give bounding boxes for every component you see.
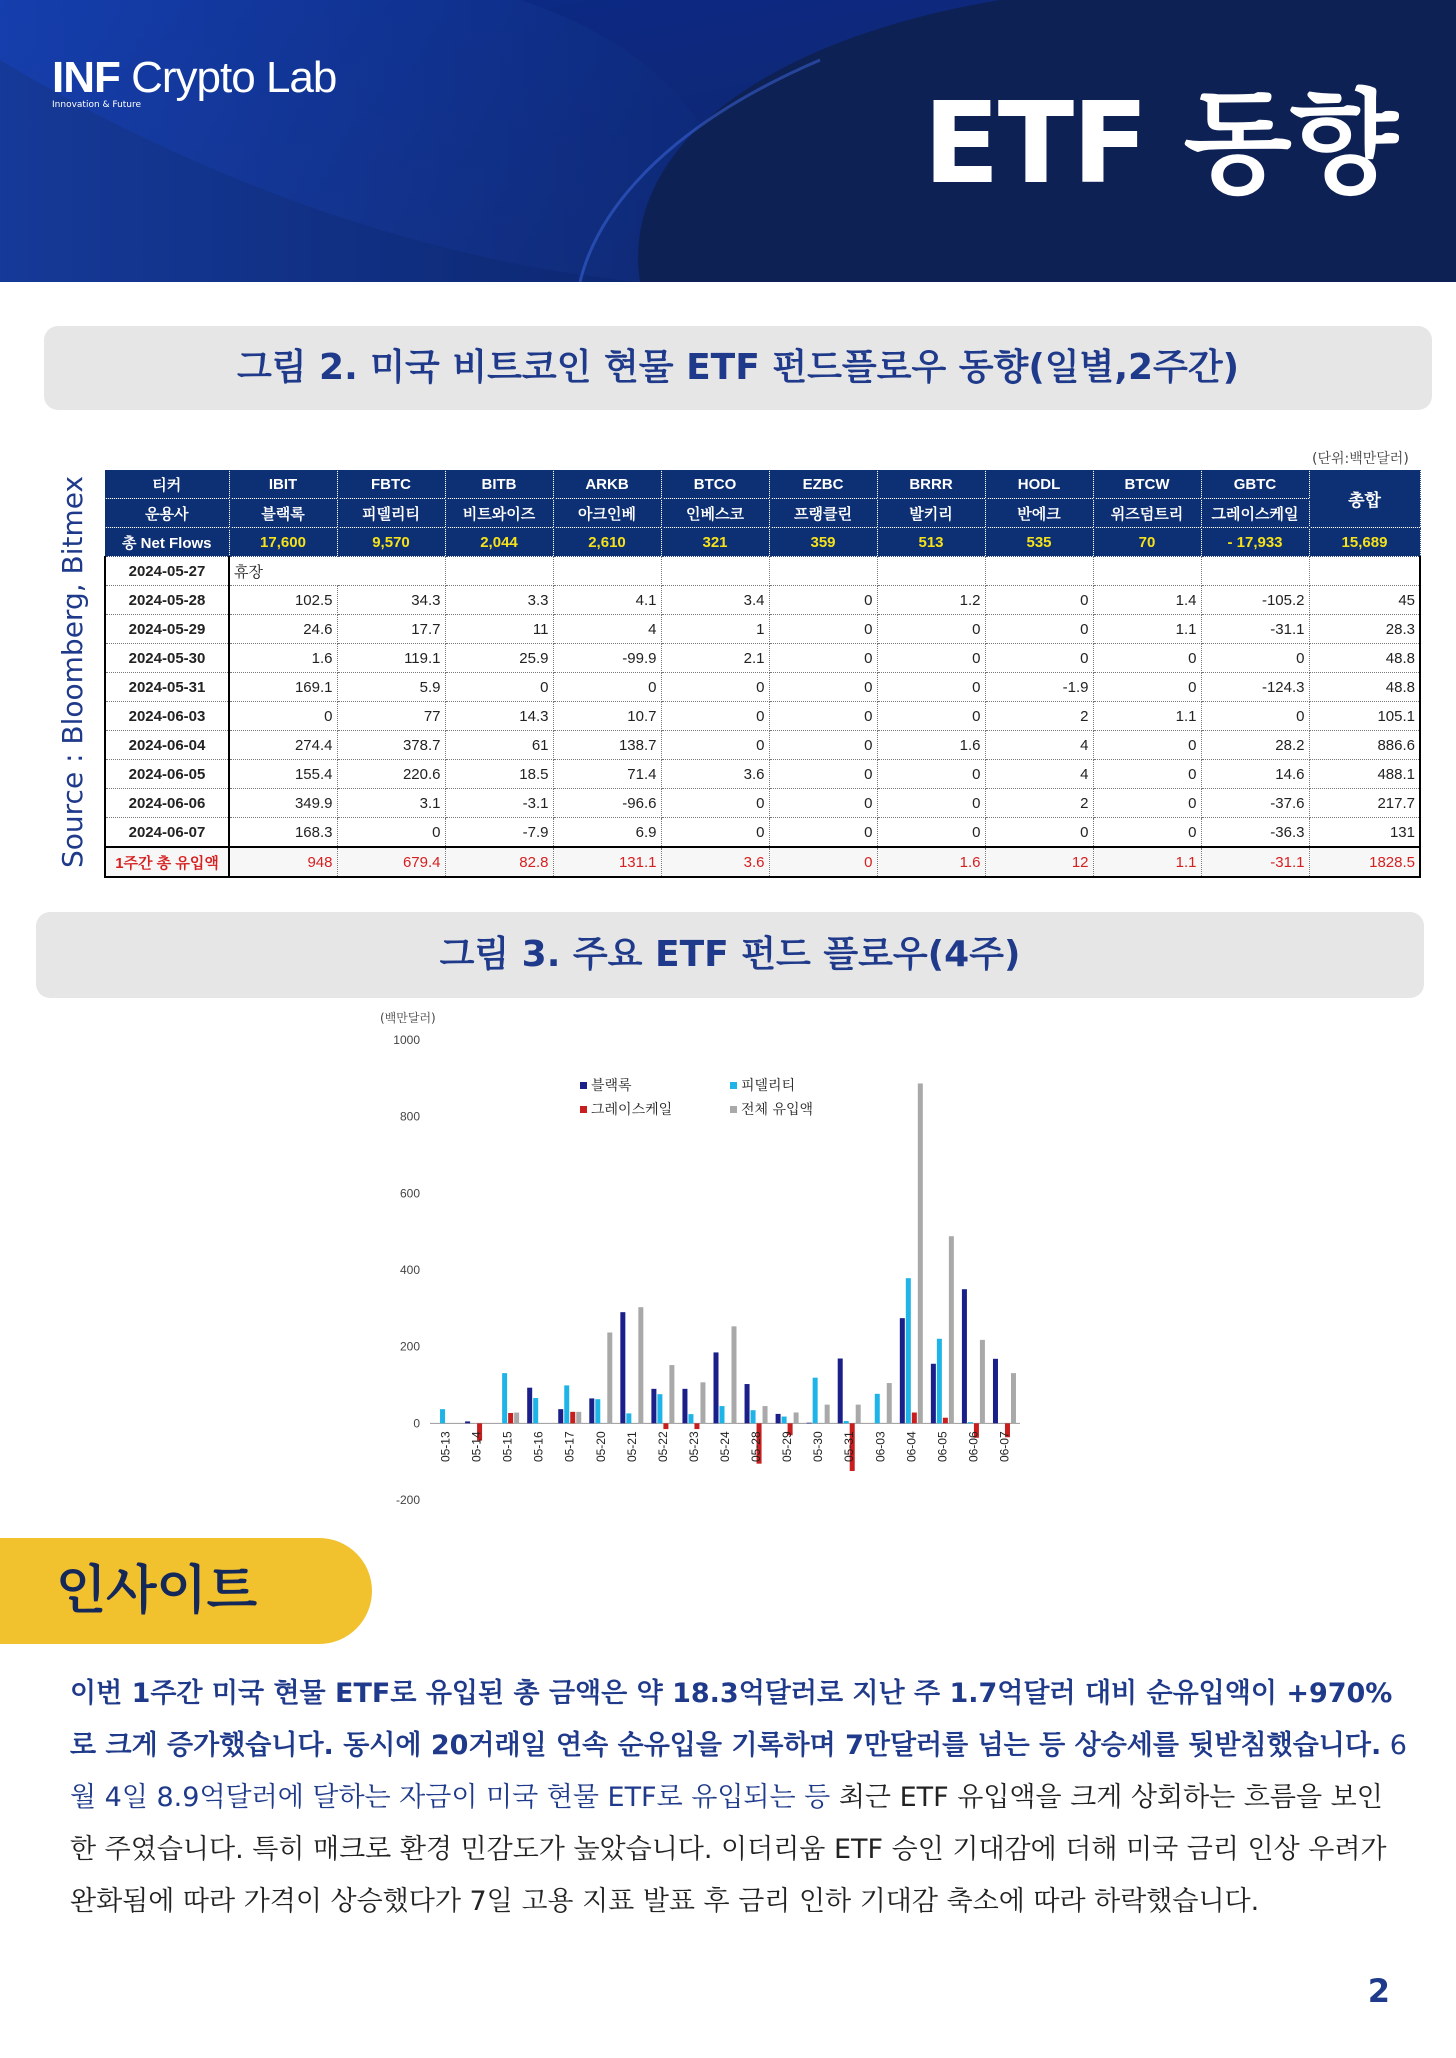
bar-05-20 [607,1332,612,1423]
table-row [105,644,1420,673]
unit-note: (단위:백만달러) [1312,451,1409,467]
insight-bold-text: 이번 1주간 미국 현물 ETF로 유입된 총 금액은 약 18.3억달러로 지난 주 1.7억달러 대비 순유입액이 +970%로 크게 증가했습니다. 동시에 20거래일 연속 순유입을 기록하며 7만달러를 넘는 등 상승세를 뒷받침했습니다. [70,1678,1393,1761]
value-cell: 0 [877,615,985,644]
value-cell: 1.6 [229,644,337,673]
table-row [105,557,1420,586]
manager-cell: 블랙록 [229,499,337,528]
value-cell: 25.9 [445,644,553,673]
x-tick-label: 06-04 [904,1431,919,1463]
value-cell: 0 [1093,644,1201,673]
date-cell: 2024-05-31 [105,673,229,702]
insight-normal-text: 최근 ETF 유입액을 크게 상회하는 흐름을 보인 한 주였습니다. 특히 매크로 환경 민감도가 높았습니다. 이더리움 ETF 승인 기대감에 더해 미국 금리 인상 우려가 완화됨에 따라 가격이 상승했다가 7일 고용 지표 발표 후 금리 인하 기대감 축소에 따라 하락했습니다. [70,1782,1387,1917]
brand-logo [52,53,337,110]
weekly-total-cell: 1.1 [1093,847,1201,877]
value-cell: 0 [1201,702,1309,731]
ticker-label: 티커 [105,470,229,499]
value-cell: 0 [769,702,877,731]
table-cell [769,557,877,586]
value-cell: 0 [229,702,337,731]
x-tick-label: 05-24 [718,1431,732,1463]
value-cell: 0 [877,818,985,848]
value-cell: 0 [769,789,877,818]
value-cell: 0 [1093,818,1201,848]
holiday-cell: 휴장 [229,557,337,586]
value-cell: 4 [553,615,661,644]
value-cell: 217.7 [1309,789,1420,818]
value-cell: 3.6 [661,760,769,789]
ticker-cell: EZBC [769,470,877,499]
x-tick-label: 05-30 [811,1431,826,1463]
value-cell: 0 [1093,760,1201,789]
value-cell: 6.9 [553,818,661,848]
bar-06-07 [993,1359,998,1424]
value-cell: 105.1 [1309,702,1420,731]
table-cell [985,557,1093,586]
value-cell: 0 [1093,731,1201,760]
value-cell: 0 [769,615,877,644]
bar-06-04 [912,1413,917,1424]
weekly-total-label: 1주간 총 유입액 [105,847,229,877]
net-flows-row [105,528,1420,557]
bar-05-23 [700,1382,705,1423]
manager-label: 운용사 [105,499,229,528]
table-row [105,586,1420,615]
net-flow-cell: 17,600 [229,528,337,557]
bar-05-28 [745,1384,750,1423]
bar-05-15 [514,1413,519,1424]
value-cell: 169.1 [229,673,337,702]
x-tick-label: 05-31 [842,1431,857,1463]
bar-05-14 [465,1421,470,1423]
source-note: Source : Bloomberg, Bitmex [56,475,89,868]
table-row [105,673,1420,702]
net-flow-cell: 321 [661,528,769,557]
bar-05-24 [720,1406,725,1423]
net-flows-label: 총 Net Flows [105,528,229,557]
bar-05-29 [776,1414,781,1423]
value-cell: 0 [661,789,769,818]
bar-05-30 [813,1378,818,1424]
bar-05-23 [688,1414,693,1423]
bar-05-28 [763,1406,768,1423]
value-cell: 3.3 [445,586,553,615]
net-flow-cell: 9,570 [337,528,445,557]
ticker-cell: BTCO [661,470,769,499]
page-number: 2 [1367,1972,1390,2010]
table-cell [1201,557,1309,586]
bar-06-05 [949,1236,954,1423]
bar-05-31 [856,1405,861,1424]
bar-06-04 [918,1083,923,1423]
value-cell: 1 [661,615,769,644]
bar-05-22 [651,1389,656,1424]
value-cell: 11 [445,615,553,644]
weekly-total-cell: 1.6 [877,847,985,877]
weekly-total-cell: 1828.5 [1309,847,1420,877]
table-cell [445,557,553,586]
date-cell: 2024-06-03 [105,702,229,731]
value-cell: 1.2 [877,586,985,615]
value-cell: 0 [877,702,985,731]
x-tick-label: 05-29 [780,1431,795,1463]
weekly-total-cell: 82.8 [445,847,553,877]
bar-06-04 [906,1278,911,1423]
x-tick-label: 05-20 [593,1431,608,1463]
bar-05-17 [564,1385,569,1423]
bar-05-22 [657,1394,662,1423]
bar-05-13 [440,1409,445,1423]
legend-label: 피델리티 [741,1078,796,1094]
value-cell: 155.4 [229,760,337,789]
date-cell: 2024-06-05 [105,760,229,789]
bar-05-23 [694,1423,699,1429]
ticker-cell: BTCW [1093,470,1201,499]
value-cell: 0 [985,586,1093,615]
value-cell: 349.9 [229,789,337,818]
value-cell: 24.6 [229,615,337,644]
weekly-total-cell: 3.6 [661,847,769,877]
bar-06-03 [875,1394,880,1424]
etf-flows-table [104,470,1421,878]
value-cell: 14.3 [445,702,553,731]
bar-05-15 [508,1413,513,1423]
value-cell: 0 [769,673,877,702]
bar-06-06 [962,1289,967,1423]
value-cell: 0 [553,673,661,702]
ticker-cell: HODL [985,470,1093,499]
table-row [105,818,1420,848]
value-cell: 34.3 [337,586,445,615]
value-cell: -7.9 [445,818,553,848]
date-cell: 2024-05-27 [105,557,229,586]
legend-swatch [580,1082,587,1089]
weekly-total-cell: -31.1 [1201,847,1309,877]
manager-cell: 아크인베 [553,499,661,528]
net-flow-cell: 2,610 [553,528,661,557]
bar-06-06 [968,1422,973,1423]
value-cell: 0 [769,760,877,789]
y-tick-label: 600 [399,1186,420,1201]
table-cell [877,557,985,586]
legend-label: 블랙록 [591,1078,632,1094]
bar-05-24 [714,1352,719,1423]
table-row [105,702,1420,731]
value-cell: -105.2 [1201,586,1309,615]
page-title: ETF 동향 [923,79,1396,209]
ticker-cell: GBTC [1201,470,1309,499]
bar-05-24 [732,1326,737,1423]
value-cell: -99.9 [553,644,661,673]
value-cell: 28.2 [1201,731,1309,760]
net-flow-cell: 70 [1093,528,1201,557]
bar-06-07 [1011,1373,1016,1423]
value-cell: -36.3 [1201,818,1309,848]
x-tick-label: 05-28 [749,1431,764,1463]
value-cell: -124.3 [1201,673,1309,702]
legend-swatch [580,1106,587,1113]
value-cell: 14.6 [1201,760,1309,789]
bar-05-17 [558,1409,563,1423]
bar-05-29 [782,1417,787,1424]
date-cell: 2024-05-29 [105,615,229,644]
bar-05-20 [589,1398,594,1423]
manager-cell: 그레이스케일 [1201,499,1309,528]
insight-body [70,1668,1410,1928]
value-cell: 4 [985,731,1093,760]
value-cell: 28.3 [1309,615,1420,644]
x-tick-label: 05-17 [562,1431,577,1463]
bar-06-04 [900,1318,905,1423]
value-cell: 18.5 [445,760,553,789]
value-cell: 0 [661,731,769,760]
value-cell: 0 [877,644,985,673]
x-tick-label: 06-07 [997,1431,1012,1463]
value-cell: 220.6 [337,760,445,789]
bar-05-28 [751,1410,756,1423]
x-tick-label: 06-03 [873,1431,888,1463]
logo-inf: INF [52,53,120,102]
legend-label: 전체 유입액 [741,1102,814,1118]
value-cell: 3.1 [337,789,445,818]
manager-cell: 피델리티 [337,499,445,528]
legend-swatch [730,1082,737,1089]
date-cell: 2024-06-06 [105,789,229,818]
table-row [105,789,1420,818]
ticker-cell: FBTC [337,470,445,499]
x-tick-label: 05-16 [531,1431,546,1463]
bar-05-22 [669,1365,674,1423]
value-cell: 0 [769,644,877,673]
ticker-cell: ARKB [553,470,661,499]
page-header [0,0,1456,282]
value-cell: -37.6 [1201,789,1309,818]
value-cell: 45 [1309,586,1420,615]
x-tick-label: 05-15 [500,1431,515,1463]
table-row [105,615,1420,644]
bar-06-05 [937,1339,942,1424]
value-cell: 0 [445,673,553,702]
bar-06-03 [887,1383,892,1423]
y-tick-label: 1000 [393,1033,420,1047]
weekly-total-cell: 0 [769,847,877,877]
bar-05-30 [825,1405,830,1424]
value-cell: 886.6 [1309,731,1420,760]
weekly-total-cell: 12 [985,847,1093,877]
y-axis-label: (백만달러) [380,1011,436,1025]
bar-05-30 [807,1423,812,1424]
x-tick-label: 05-23 [686,1431,701,1463]
insight-title: 인사이트 [56,1561,257,1621]
value-cell: 0 [769,818,877,848]
value-cell: 0 [661,818,769,848]
manager-cell: 인베스코 [661,499,769,528]
value-cell: 1.1 [1093,702,1201,731]
bar-05-29 [794,1412,799,1423]
manager-cell: 위즈덤트리 [1093,499,1201,528]
bar-05-21 [620,1312,625,1423]
table-cell [337,557,445,586]
value-cell: -96.6 [553,789,661,818]
value-cell: 0 [985,615,1093,644]
value-cell: 5.9 [337,673,445,702]
value-cell: 0 [661,673,769,702]
value-cell: 2 [985,789,1093,818]
bar-05-31 [838,1359,843,1424]
x-tick-label: 05-14 [469,1431,484,1463]
value-cell: -1.9 [985,673,1093,702]
value-cell: 4 [985,760,1093,789]
bar-05-17 [570,1412,575,1424]
bar-06-05 [943,1418,948,1424]
value-cell: 0 [877,673,985,702]
bar-06-06 [980,1340,985,1423]
value-cell: 0 [1093,789,1201,818]
value-cell: 10.7 [553,702,661,731]
value-cell: 0 [661,702,769,731]
value-cell: 102.5 [229,586,337,615]
value-cell: 0 [985,818,1093,848]
manager-cell: 반에크 [985,499,1093,528]
manager-cell: 프랭클린 [769,499,877,528]
weekly-total-row [105,847,1420,877]
value-cell: 48.8 [1309,644,1420,673]
value-cell: 0 [337,818,445,848]
date-cell: 2024-06-07 [105,818,229,848]
value-cell: 2 [985,702,1093,731]
bar-05-16 [533,1398,538,1423]
x-tick-label: 05-21 [624,1431,639,1463]
net-flow-cell: 2,044 [445,528,553,557]
x-tick-label: 06-06 [966,1431,981,1463]
figure-2-banner: 그림 2. 미국 비트코인 현물 ETF 펀드플로우 동향(일별,2주간) [44,326,1432,410]
y-tick-label: -200 [395,1493,420,1507]
logo-crypto-lab: Crypto Lab [131,53,337,102]
value-cell: 1.1 [1093,615,1201,644]
y-tick-label: 800 [399,1109,420,1124]
x-tick-label: 05-13 [438,1431,453,1463]
value-cell: 0 [769,731,877,760]
legend-swatch [730,1106,737,1113]
ticker-cell: IBIT [229,470,337,499]
ticker-cell: BRRR [877,470,985,499]
value-cell: 0 [877,789,985,818]
manager-row [105,499,1420,528]
y-tick-label: 200 [399,1339,420,1354]
net-flow-cell: 513 [877,528,985,557]
y-tick-label: 0 [413,1416,420,1431]
value-cell: 1.6 [877,731,985,760]
value-cell: 378.7 [337,731,445,760]
ticker-cell: BITB [445,470,553,499]
manager-cell: 발키리 [877,499,985,528]
value-cell: 0 [877,760,985,789]
value-cell: -3.1 [445,789,553,818]
value-cell: 0 [769,586,877,615]
bar-05-22 [663,1423,668,1429]
bar-06-05 [931,1364,936,1424]
date-cell: 2024-05-30 [105,644,229,673]
bar-05-16 [527,1388,532,1424]
value-cell: 2.1 [661,644,769,673]
logo-tagline: Innovation & Future [52,100,142,110]
bar-05-17 [576,1412,581,1424]
bar-05-21 [638,1307,643,1423]
net-flow-cell: 359 [769,528,877,557]
value-cell: 0 [1093,673,1201,702]
x-tick-label: 06-05 [935,1431,950,1463]
value-cell: 138.7 [553,731,661,760]
table-row [105,731,1420,760]
bar-05-31 [844,1421,849,1423]
value-cell: 131 [1309,818,1420,848]
legend-label: 그레이스케일 [591,1102,673,1118]
value-cell: 0 [985,644,1093,673]
net-flow-cell: - 17,933 [1201,528,1309,557]
value-cell: -31.1 [1201,615,1309,644]
bar-05-21 [626,1413,631,1423]
value-cell: 119.1 [337,644,445,673]
manager-cell: 비트와이즈 [445,499,553,528]
value-cell: 48.8 [1309,673,1420,702]
value-cell: 71.4 [553,760,661,789]
bar-05-20 [595,1399,600,1423]
table-cell [1093,557,1201,586]
bar-05-15 [502,1373,507,1423]
value-cell: 4.1 [553,586,661,615]
net-flow-cell: 535 [985,528,1093,557]
total-header: 총합 [1309,470,1420,528]
bar-05-23 [682,1389,687,1424]
fund-flow-bar-chart [360,1010,1040,1530]
value-cell: 1.4 [1093,586,1201,615]
value-cell: 77 [337,702,445,731]
table-cell [1309,557,1420,586]
value-cell: 3.4 [661,586,769,615]
weekly-total-cell: 948 [229,847,337,877]
net-flow-cell: 15,689 [1309,528,1420,557]
value-cell: 0 [1201,644,1309,673]
x-tick-label: 05-22 [655,1431,670,1463]
table-cell [553,557,661,586]
value-cell: 168.3 [229,818,337,848]
table-row [105,760,1420,789]
weekly-total-cell: 679.4 [337,847,445,877]
value-cell: 488.1 [1309,760,1420,789]
table-cell [661,557,769,586]
date-cell: 2024-05-28 [105,586,229,615]
value-cell: 61 [445,731,553,760]
insight-highlight-text: 6월 4일 8.9억달러에 달하는 자금이 미국 현물 ETF로 유입되는 등 [70,1730,1407,1813]
weekly-total-cell: 131.1 [553,847,661,877]
ticker-row [105,470,1420,499]
figure-3-banner: 그림 3. 주요 ETF 펀드 플로우(4주) [36,912,1424,998]
y-tick-label: 400 [399,1263,420,1277]
value-cell: 17.7 [337,615,445,644]
value-cell: 274.4 [229,731,337,760]
date-cell: 2024-06-04 [105,731,229,760]
